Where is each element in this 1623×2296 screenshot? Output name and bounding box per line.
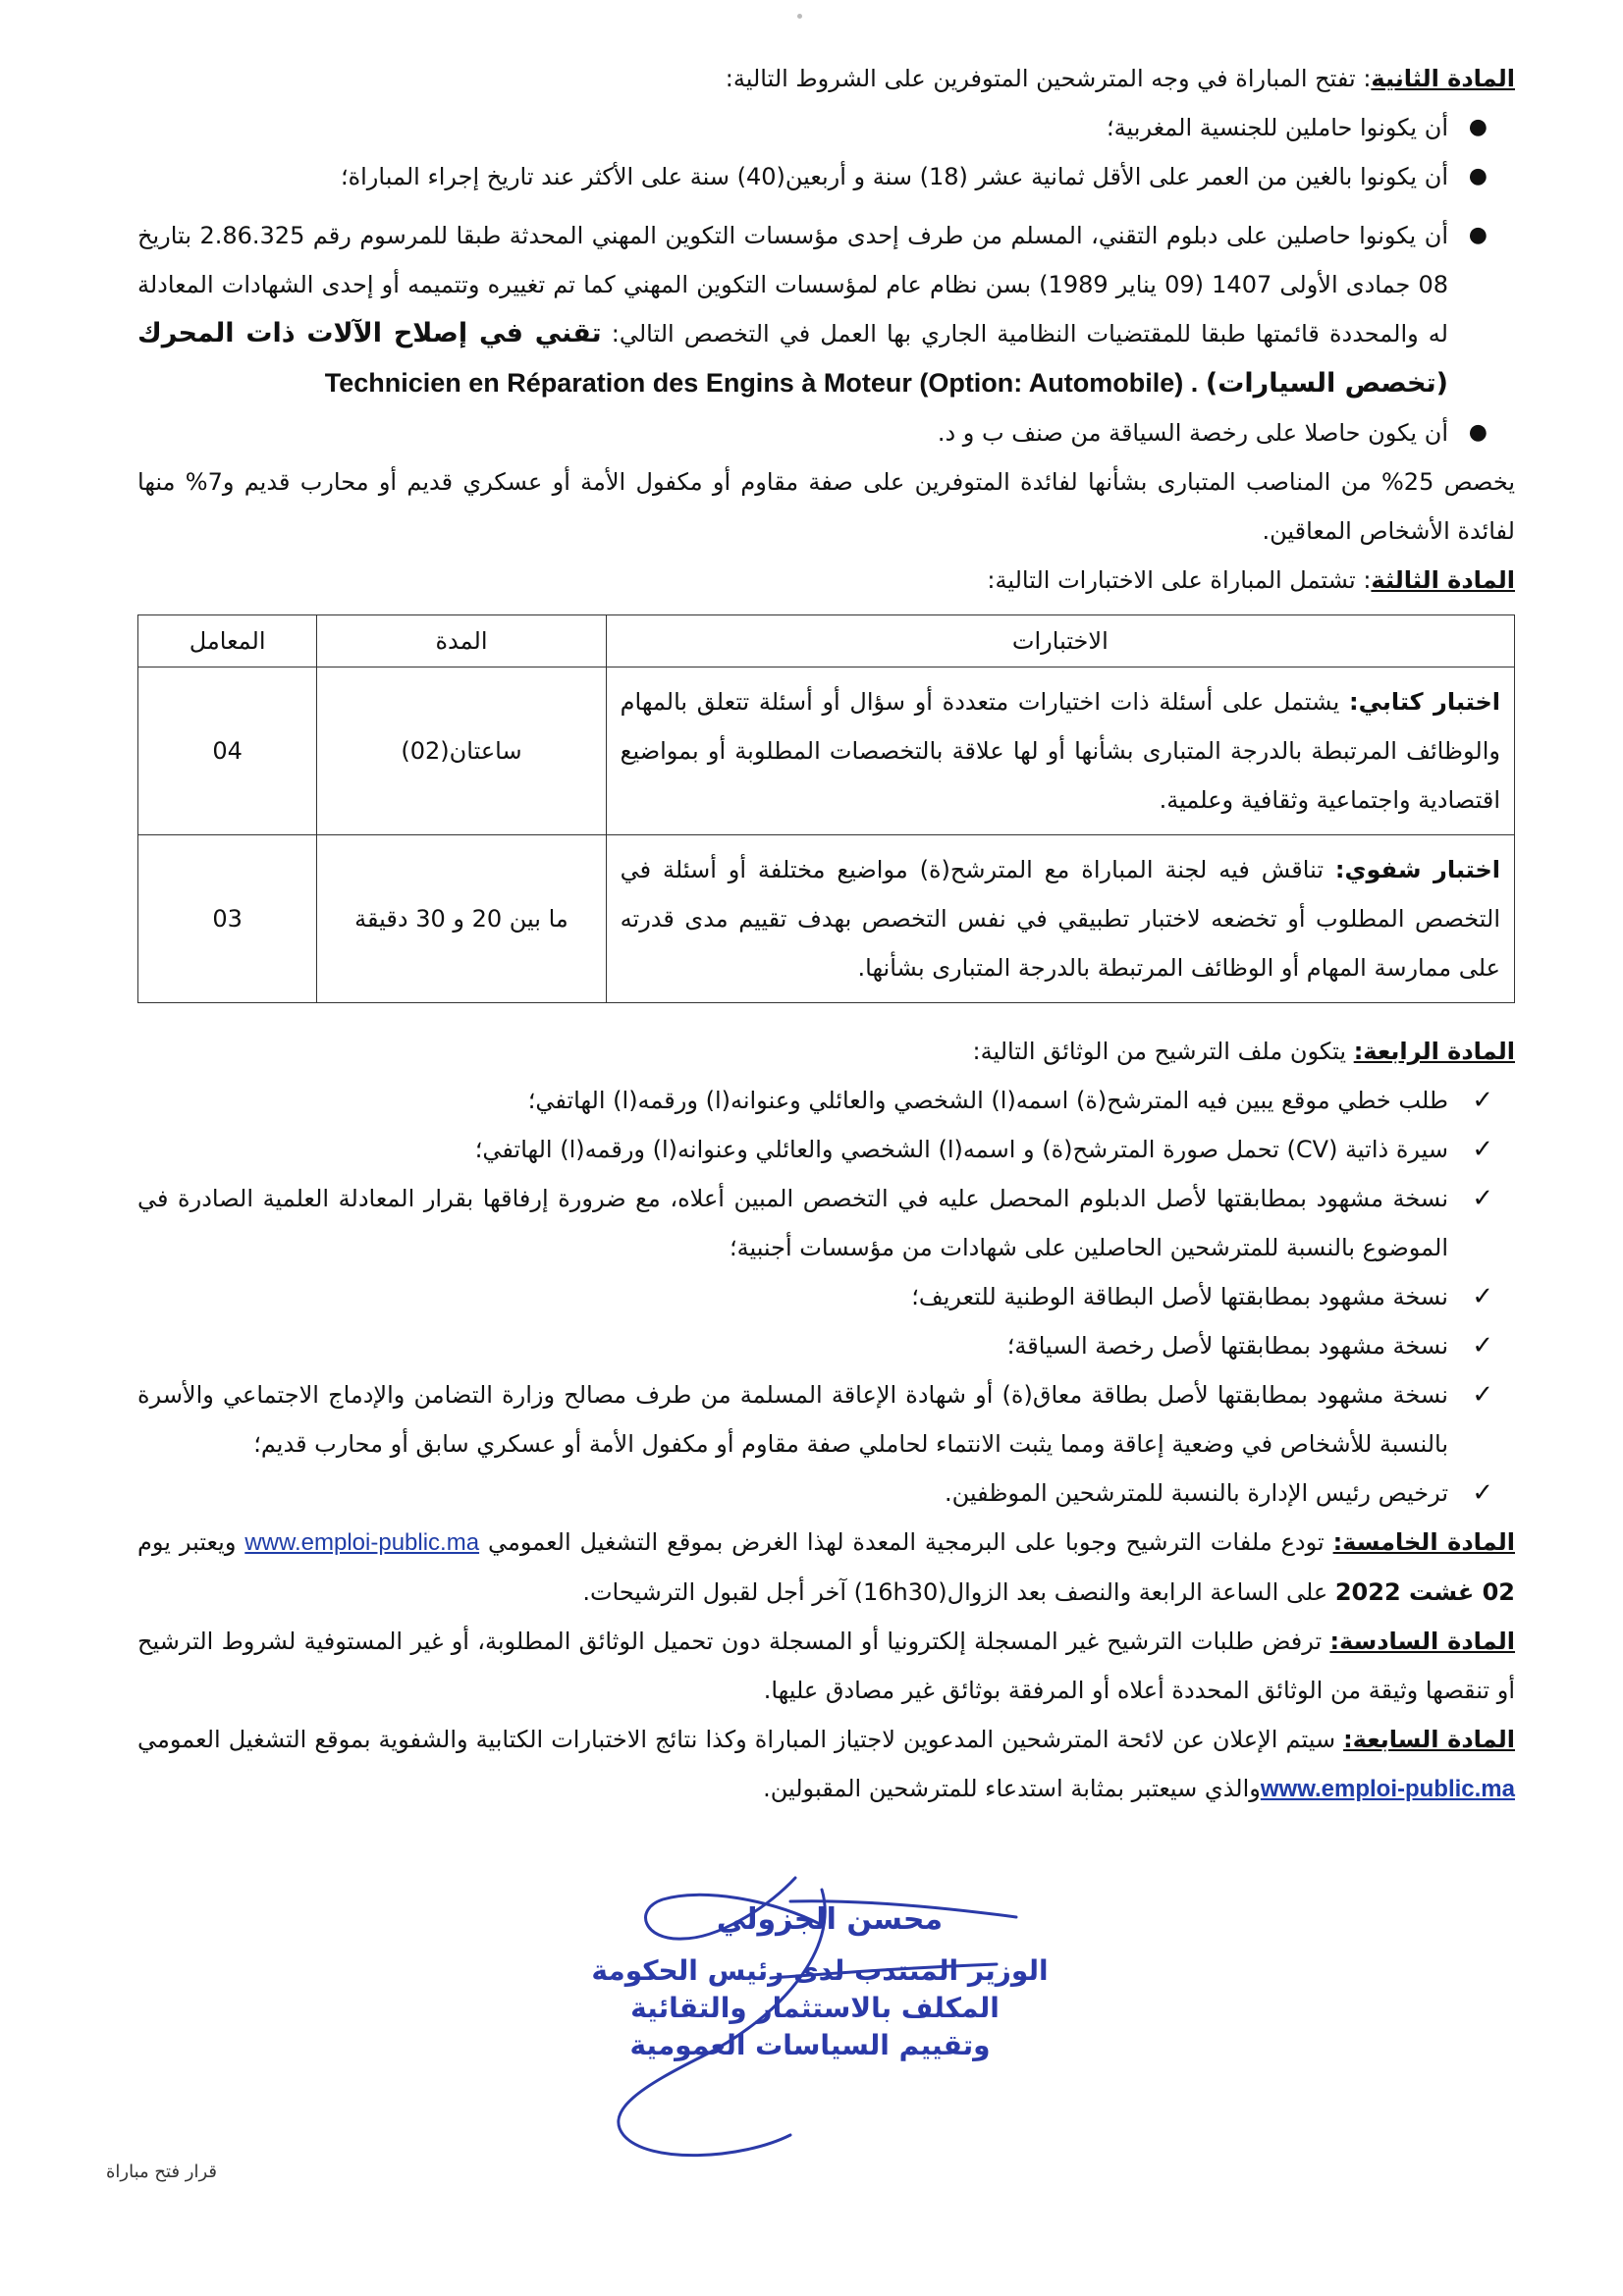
checkmark-icon: ✓ <box>1472 1331 1493 1361</box>
table-row <box>138 835 1515 1003</box>
specialty-fr: Technicien en Réparation des Engins à Moteur (Option: Automobile) . <box>324 368 1199 398</box>
checkmark-icon: ✓ <box>1472 1380 1493 1410</box>
signature-line-3: وتقييم السياسات العمومية <box>629 2029 991 2061</box>
exam-description: اختبار شفوي: تناقش فيه لجنة المباراة مع المترشح(ة) مواضيع مختلفة أو أسئلة في التخصص المطلوب أو تخضعه لاختبار تطبيقي في نفس التخصص بهدف تقييم مدى قدرته على ممارسة المهام أو الوظائف المرتبطة بالدرجة المتبارى بشأنها. <box>606 835 1514 1003</box>
bullet-icon: ● <box>1468 420 1488 445</box>
emploi-public-link[interactable]: www.emploi-public.ma <box>244 1529 480 1556</box>
article-7-title: المادة السابعة: <box>1343 1726 1516 1753</box>
exam-duration: ساعتان(02) <box>317 667 606 835</box>
article-6-title: المادة السادسة: <box>1329 1628 1516 1655</box>
minister-signature <box>545 1870 1095 2164</box>
signature-graphic <box>545 1870 1095 2164</box>
header-exams: الاختبارات <box>606 615 1514 667</box>
signature-line-1: الوزير المنتدب لدى رئيس الحكومة <box>591 1954 1049 1987</box>
document-item: ✓ ترخيص رئيس الإدارة بالنسبة للمترشحين الموظفين. <box>137 1468 1515 1518</box>
article-2-title: المادة الثانية <box>1371 65 1515 92</box>
article-6-paragraph: المادة السادسة: ترفض طلبات الترشيح غير المسجلة إلكترونيا أو المسجلة دون تحميل الوثائق المطلوبة، أو غير المستوفية لشروط الترشيح أو تنقصها وثيقة من الوثائق المحددة أعلاه أو المرفقة بوثائق غير مصادق عليها. <box>137 1628 1516 1704</box>
signature-name: محسن الجزولي <box>716 1902 944 1937</box>
footer-note: قرار فتح مباراة <box>106 2162 218 2182</box>
table-row <box>138 667 1515 835</box>
checkmark-icon: ✓ <box>1472 1478 1493 1508</box>
article-5-title: المادة الخامسة: <box>1332 1528 1515 1556</box>
exam-description: اختبار كتابي: يشتمل على أسئلة ذات اختيارات متعددة أو سؤال أو أسئلة تتعلق بالمهام والوظائف المرتبطة بالدرجة المتبارى بشأنها أو لها علاقة بالتخصصات المطلوبة أو بمواضيع اقتصادية واجتماعية وثقافية وعلمية. <box>606 667 1514 835</box>
bullet-icon: ● <box>1468 164 1488 188</box>
checkmark-icon: ✓ <box>1472 1086 1493 1115</box>
documents-list <box>137 1076 1515 1518</box>
article-7-paragraph: المادة السابعة: سيتم الإعلان عن لائحة المترشحين المدعوين لاجتياز المباراة وكذا نتائج الاختبارات الكتابية والشفوية بموقع التشغيل العمومي www.emploi-public.maوالذي سيعتبر بمثابة استدعاء للمترشحين المقبولين. <box>137 1726 1516 1802</box>
quota-paragraph: يخصص 25% من المناصب المتبارى بشأنها لفائدة المتوفرين على صفة مقاوم أو مكفول الأمة أو عسكري قديم أو محارب قديم و7% منها لفائدة الأشخاص المعاقين. <box>137 468 1516 545</box>
condition-item: ● أن يكونوا بالغين من العمر على الأقل ثمانية عشر (18) سنة و أربعين(40) سنة على الأكثر عند تاريخ إجراء المباراة؛ <box>137 152 1515 201</box>
document-body <box>137 54 1515 1814</box>
exam-coefficient: 03 <box>138 835 317 1003</box>
condition-item: ● أن يكون حاصلا على رخصة السياقة من صنف ب و د. <box>137 408 1515 457</box>
deadline-date: 02 غشت 2022 <box>1334 1578 1515 1606</box>
article-3-title: المادة الثالثة <box>1371 566 1515 594</box>
exam-duration: ما بين 20 و 30 دقيقة <box>317 835 606 1003</box>
emploi-public-link[interactable]: www.emploi-public.ma <box>1260 1776 1515 1802</box>
specialty-ar: تقني في إصلاح الآلات ذات المحرك (تخصص السيارات) <box>137 318 1448 399</box>
checkmark-icon: ✓ <box>1472 1135 1493 1164</box>
signature-line-2: المكلف بالاستثمار والتقائية <box>630 1992 1000 2024</box>
bullet-icon: ● <box>1468 115 1488 139</box>
document-item: ✓ نسخة مشهود بمطابقتها لأصل البطاقة الوطنية للتعريف؛ <box>137 1272 1515 1321</box>
document-item: ✓ سيرة ذاتية (CV) تحمل صورة المترشح(ة) و اسمه(ا) الشخصي والعائلي وعنوانه(ا) ورقمه(ا) الهاتفي؛ <box>137 1125 1515 1174</box>
condition-item: ● أن يكونوا حاملين للجنسية المغربية؛ <box>137 103 1515 152</box>
scan-mark <box>797 14 802 19</box>
article-3-intro: المادة الثالثة: تشتمل المباراة على الاختبارات التالية: <box>987 566 1515 594</box>
checkmark-icon: ✓ <box>1472 1282 1493 1311</box>
conditions-list <box>137 103 1515 457</box>
article-2-intro: المادة الثانية: تفتح المباراة في وجه المترشحين المتوفرين على الشروط التالية: <box>725 65 1515 92</box>
bullet-icon: ● <box>1468 223 1488 247</box>
article-4-intro: المادة الرابعة: يتكون ملف الترشيح من الوثائق التالية: <box>972 1038 1515 1065</box>
exam-coefficient: 04 <box>138 667 317 835</box>
exams-table <box>137 614 1515 1003</box>
header-duration: المدة <box>317 615 606 667</box>
document-item: ✓ نسخة مشهود بمطابقتها لأصل رخصة السياقة؛ <box>137 1321 1515 1370</box>
document-item: ✓ نسخة مشهود بمطابقتها لأصل بطاقة معاق(ة) أو شهادة الإعاقة المسلمة من طرف مصالح وزارة التضامن والإدماج الاجتماعي والأسرة بالنسبة للأشخاص في وضعية إعاقة ومما يثبت الانتماء لحاملي صفة مقاوم أو مكفول الأمة أو عسكري سابق أو محارب قديم؛ <box>137 1370 1515 1468</box>
checkmark-icon: ✓ <box>1472 1184 1493 1213</box>
header-coefficient: المعامل <box>138 615 317 667</box>
document-item: ✓ نسخة مشهود بمطابقتها لأصل الدبلوم المحصل عليه في التخصص المبين أعلاه، مع ضرورة إرفاقها بقرار المعادلة العلمية الصادرة في الموضوع بالنسبة للمترشحين الحاصلين على شهادات من مؤسسات أجنبية؛ <box>137 1174 1515 1272</box>
article-5-paragraph: المادة الخامسة: تودع ملفات الترشيح وجوبا على البرمجية المعدة لهذا الغرض بموقع التشغيل العمومي www.emploi-public.ma ويعتبر يوم 02 غشت 2022 على الساعة الرابعة والنصف بعد الزوال(16h30) آخر أجل لقبول الترشيحات. <box>137 1528 1515 1606</box>
document-item: ✓ طلب خطي موقع يبين فيه المترشح(ة) اسمه(ا) الشخصي والعائلي وعنوانه(ا) ورقمه(ا) الهاتفي؛ <box>137 1076 1515 1125</box>
article-4-title: المادة الرابعة: <box>1353 1038 1515 1065</box>
condition-item: ● أن يكونوا حاصلين على دبلوم التقني، المسلم من طرف إحدى مؤسسات التكوين المهني المحدثة طبقا للمرسوم رقم 2.86.325 بتاريخ 08 جمادى الأولى 1407 (09 يناير 1989) بسن نظام عام لمؤسسات التكوين المهني كما تم تغييره وتتميمه أو إحدى الشهادات المعادلة له والمحددة قائمتها طبقا للمقتضيات النظامية الجاري بها العمل في التخصص التالي: تقني في إصلاح الآلات ذات المحرك (تخصص السيارات) Technicien en Réparation des Engins à Moteur (Option: Automobile) . <box>137 211 1515 408</box>
table-header-row <box>138 615 1515 667</box>
